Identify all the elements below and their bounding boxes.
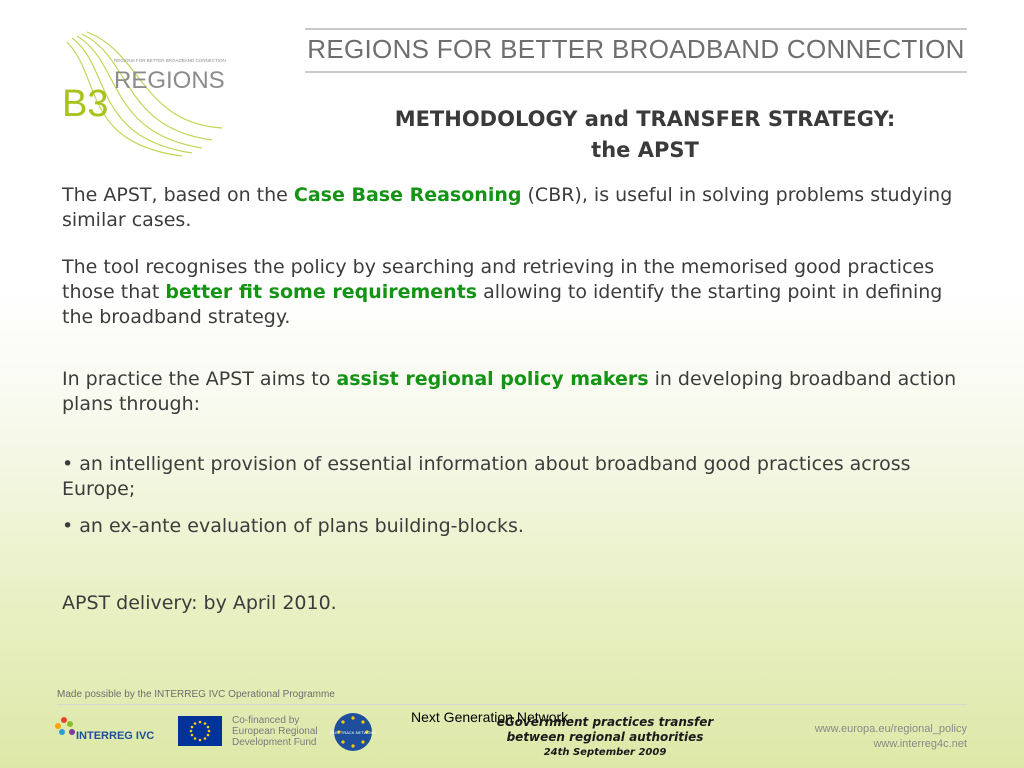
b3-regions-logo [52,28,232,158]
slide-body [62,183,962,616]
slide-title-line-2: the APST [591,138,699,162]
cofinanced-line-3: Development Fund [232,737,317,748]
p1-text-a: The APST, based on the [62,184,294,206]
eu-flag-icon [178,716,222,746]
svg-text:REGIONS: REGIONS [114,67,225,94]
delivery-note: APST delivery: by April 2010. [62,592,337,614]
next-generation-network-text: Next Generation Network [411,709,569,725]
p2-text-b: allowing to identify the starting point in defining the broadband strategy. [62,281,943,328]
p1-highlight: Case Base Reasoning [293,184,522,206]
p3-text-b: in developing broadband action plans through: [62,368,957,415]
bullet-item-2: • an ex-ante evaluation of plans building-blocks. [62,515,524,537]
cofinanced-line-1: Co-financed by [232,715,300,726]
slide-title-line-1: METHODOLOGY and TRANSFER STRATEGY: [394,107,896,131]
header-bottom-rule [305,71,967,73]
fast-track-network-logo [329,712,377,752]
bullet-item-1: • an intelligent provision of essential information about broadband good practices across Europe; [62,453,911,500]
p3-text-a: In practice the APST aims to [62,368,337,390]
svg-text:B3: B3 [62,83,109,125]
header-title: REGIONS FOR BETTER BROADBAND CONNECTION [307,34,965,64]
made-possible-text: Made possible by the INTERREG IVC Operational Programme [57,689,335,700]
interreg-logo [52,712,167,752]
p1-text-b: (CBR), is useful in solving problems studying similar cases. [62,184,953,231]
p3-highlight: assist regional policy makers [336,368,649,390]
url-regional-policy: www.europa.eu/regional_policy [814,723,967,735]
event-caption [470,715,740,760]
p2-text-a: The tool recognises the policy by searching and retrieving in the memorised good practices those that [62,256,935,303]
paragraph-practice [62,367,962,417]
paragraph-cbr [62,183,962,233]
footer-urls [815,722,967,752]
event-date: 24th September 2009 [543,747,667,758]
p2-highlight: better fit some requirements [165,281,478,303]
svg-text:REGIONS FOR BETTER BROADBAND C: REGIONS FOR BETTER BROADBAND CONNECTION [114,58,226,63]
slide-title [320,104,970,166]
svg-text:FAST TRACK NETWORK: FAST TRACK NETWORK [329,730,377,735]
footer-separator [57,704,967,705]
event-caption-line-1: eGovernment practices transfer [496,715,714,729]
cofinanced-line-2: European Regional [232,726,318,737]
header-top-rule [305,28,967,30]
event-caption-line-2: between regional authorities [506,730,704,744]
cofinanced-text [232,715,318,748]
paragraph-tool [62,255,962,330]
svg-text:INTERREG IVC: INTERREG IVC [76,730,155,742]
url-interreg4c: www.interreg4c.net [873,738,967,750]
